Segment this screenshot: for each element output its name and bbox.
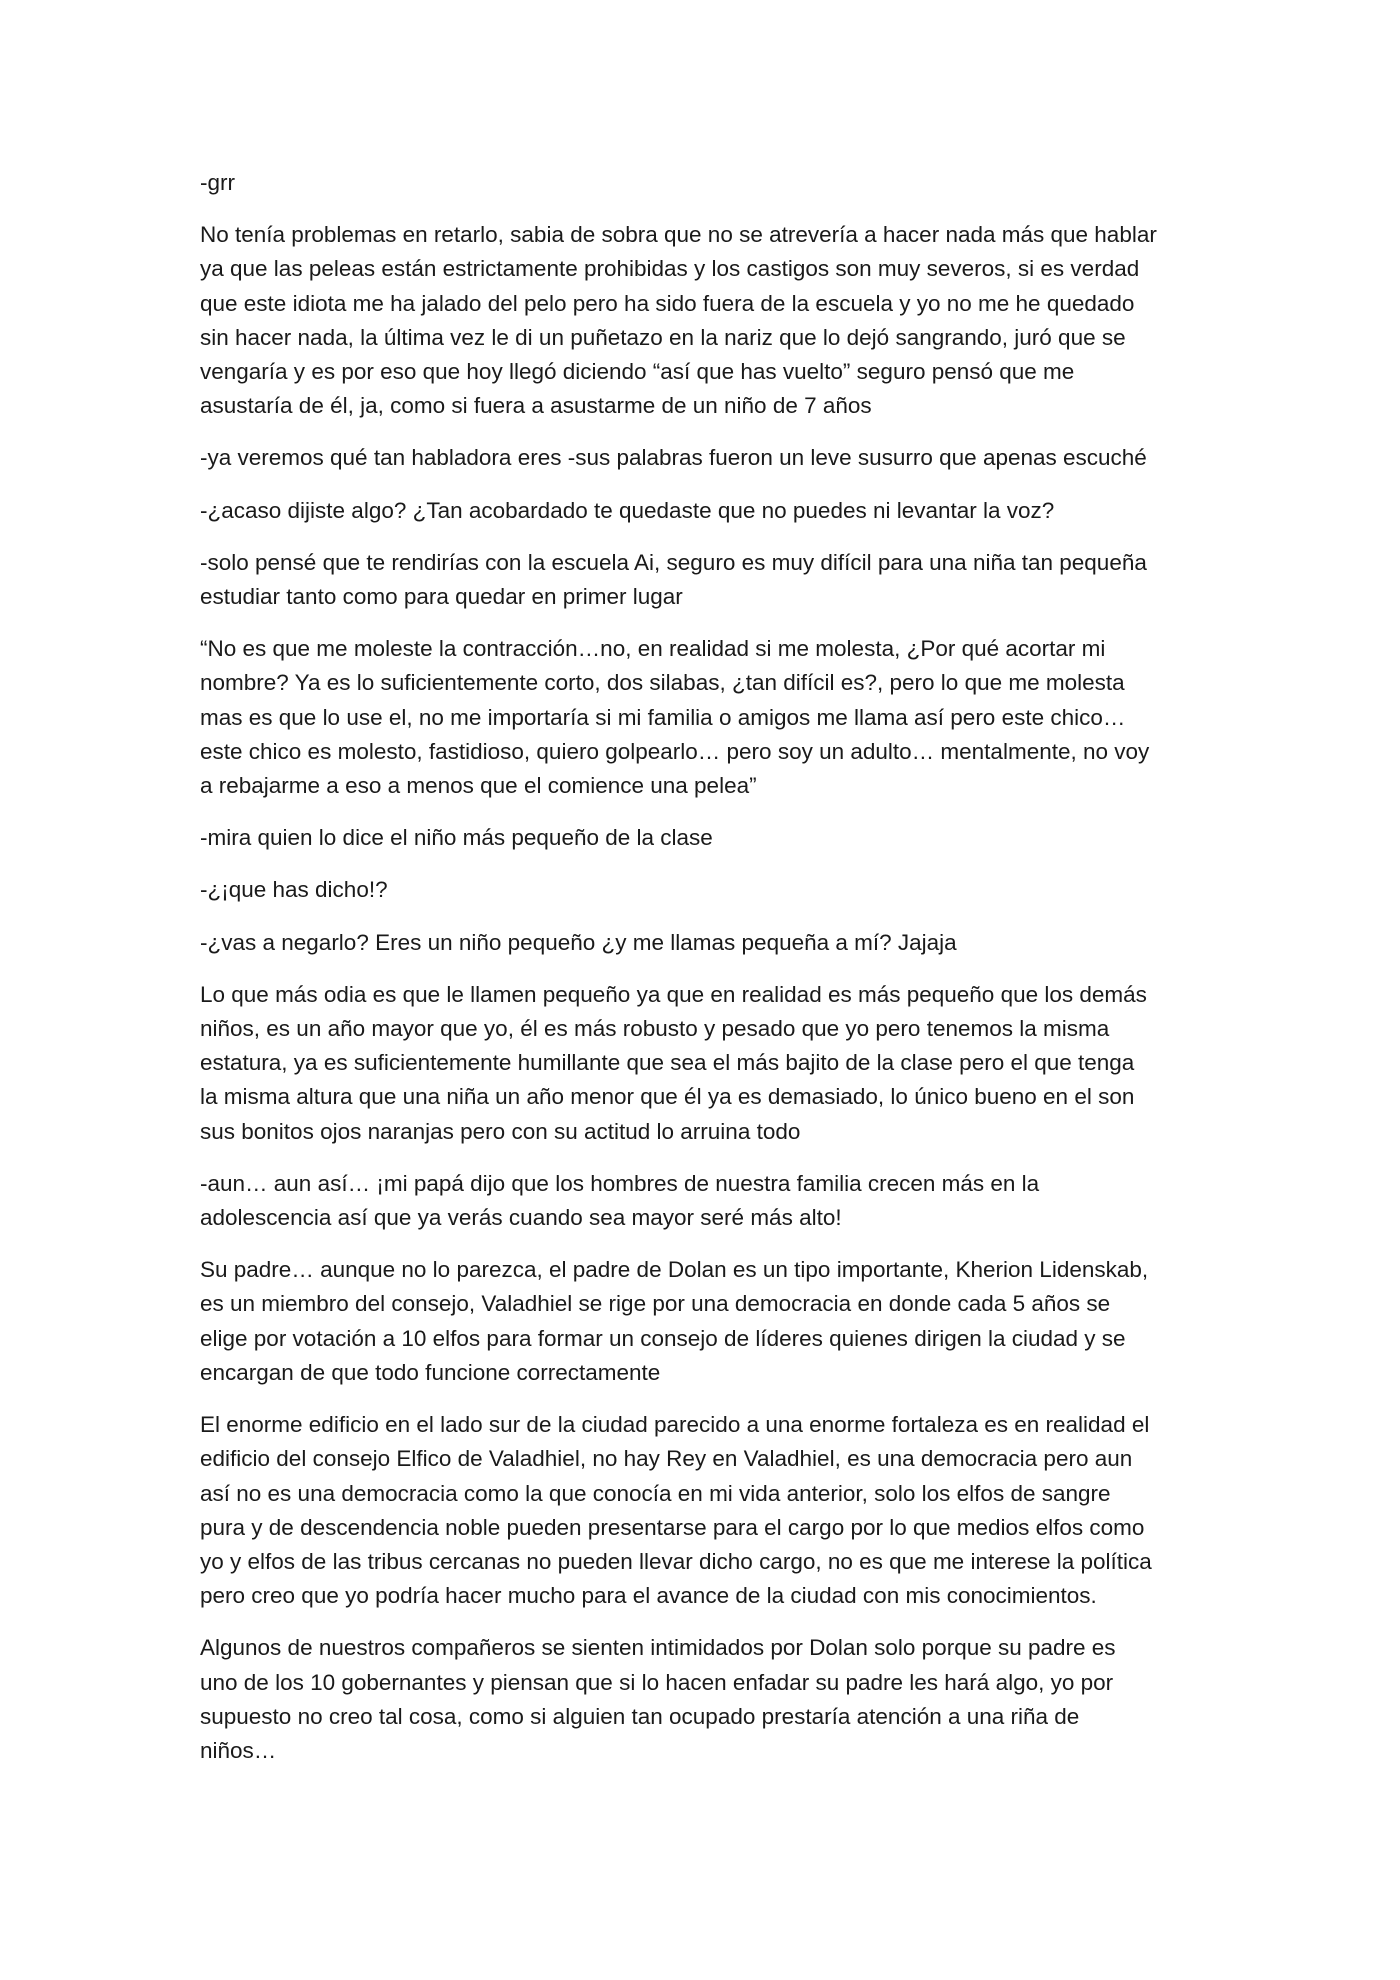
paragraph-7: -mira quien lo dice el niño más pequeño de la clase <box>200 825 713 851</box>
paragraph-11: -aun… aun así… ¡mi papá dijo que los hombres de nuestra familia crecen más en la adolescencia así que ya verás cuando sea mayor seré más alto! <box>200 1170 1040 1231</box>
paragraph-9: -¿vas a negarlo? Eres un niño pequeño ¿y me llamas pequeña a mí? Jajaja <box>200 929 957 955</box>
paragraph-10: Lo que más odia es que le llamen pequeño ya que en realidad es más pequeño que los demás niños, es un año mayor que yo, él es más robusto y pesado que yo pero tenemos la misma estatura, ya es suficientemente humillante que sea el más bajito de la clase pero el que tenga la misma altura que una niña un año menor que él ya es demasiado, lo único bueno en el son sus bonitos ojos naranjas pero con su actitud lo arruina todo <box>200 981 1147 1144</box>
paragraph-6: “No es que me moleste la contracción…no, en realidad si me molesta, ¿Por qué acortar mi nombre? Ya es lo suficientemente corto, dos silabas, ¿tan difícil es?, pero lo que me molesta mas es que lo use el, no me importaría si mi familia o amigos me llama así pero este chico… este chico es molesto, fastidioso, quiero golpearlo… pero soy un adulto… mentalmente, no voy a rebajarme a eso a menos que el comience una pelea” <box>200 636 1150 799</box>
paragraph-8: -¿¡que has dicho!? <box>200 877 388 903</box>
paragraph-12: Su padre… aunque no lo parezca, el padre de Dolan es un tipo importante, Kherion Lidenskab, es un miembro del consejo, Valadhiel se rige por una democracia en donde cada 5 años se elige por votación a 10 elfos para formar un consejo de líderes quienes dirigen la ciudad y se encargan de que todo funcione correctamente <box>200 1257 1149 1385</box>
paragraph-1: -grr <box>200 170 235 195</box>
paragraph-13: El enorme edificio en el lado sur de la ciudad parecido a una enorme fortaleza es en realidad el edificio del consejo Elfico de Valadhiel, no hay Rey en Valadhiel, es una democracia pero aun así no es una democracia como la que conocía en mi vida anterior, solo los elfos de sangre pura y de descendencia noble pueden presentarse para el cargo por lo que medios elfos como yo y elfos de las tribus cercanas no pueden llevar dicho cargo, no es que me interese la política pero creo que yo podría hacer mucho para el avance de la ciudad con mis conocimientos. <box>200 1412 1152 1609</box>
paragraph-14: Algunos de nuestros compañeros se sienten intimidados por Dolan solo porque su padre es uno de los 10 gobernantes y piensan que si lo hacen enfadar su padre les hará algo, yo por supuesto no creo tal cosa, como si alguien tan ocupado prestaría atención a una riña de niños… <box>200 1635 1116 1763</box>
paragraph-3: -ya veremos qué tan habladora eres -sus palabras fueron un leve susurro que apenas escuché <box>200 445 1147 471</box>
paragraph-5: -solo pensé que te rendirías con la escuela Ai, seguro es muy difícil para una niña tan pequeña estudiar tanto como para quedar en primer lugar <box>200 549 1147 610</box>
document-body <box>200 166 1200 1786</box>
paragraph-4: -¿acaso dijiste algo? ¿Tan acobardado te quedaste que no puedes ni levantar la voz? <box>200 497 1055 523</box>
paragraph-2: No tenía problemas en retarlo, sabia de sobra que no se atrevería a hacer nada más que hablar ya que las peleas están estrictamente prohibidas y los castigos son muy severos, si es verdad que este idiota me ha jalado del pelo pero ha sido fuera de la escuela y yo no me he quedado sin hacer nada, la última vez le di un puñetazo en la nariz que lo dejó sangrando, juró que se vengaría y es por eso que hoy llegó diciendo “así que has vuelto” seguro pensó que me asustaría de él, ja, como si fuera a asustarme de un niño de 7 años <box>200 222 1157 419</box>
